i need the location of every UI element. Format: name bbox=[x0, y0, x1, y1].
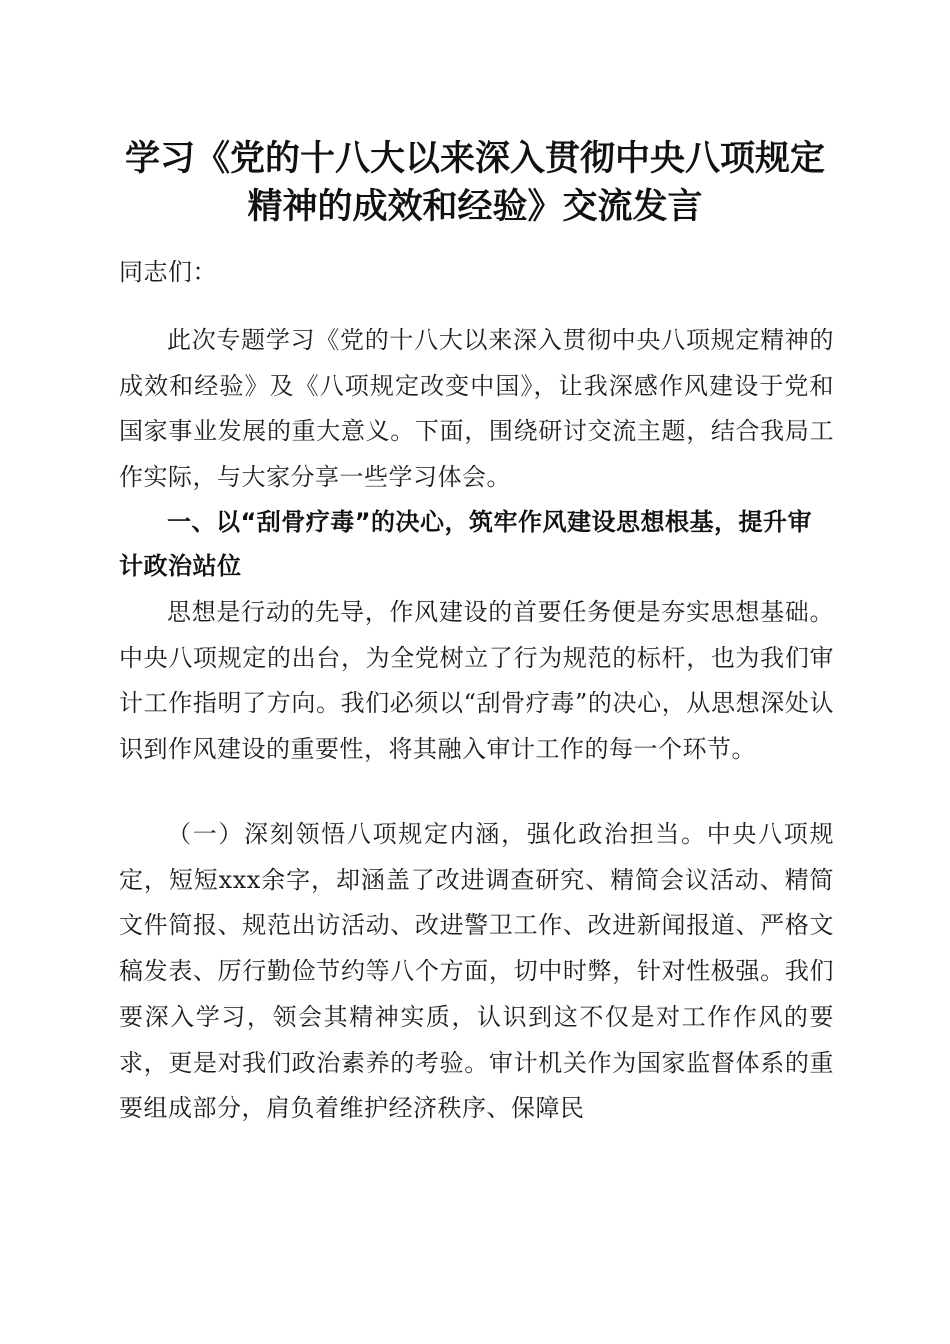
document-title-line-1: 学习《党的十八大以来深入贯彻中央八项规定 bbox=[124, 139, 825, 179]
document-title-line-2: 精神的成效和经验》交流发言 bbox=[247, 187, 703, 227]
subsection-1-paragraph bbox=[119, 812, 834, 1132]
salutation: 同志们： bbox=[119, 258, 217, 286]
intro-paragraph: 此次专题学习《党的十八大以来深入贯彻中央八项规定精神的成效和经验》及《八项规定改变中国》，让我深感作风建设于党和国家事业发展的重大意义。下面，围绕研讨交流主题，结合我局工作实际，与大家分享一些学习体会。 bbox=[119, 326, 834, 492]
subsection-1-heading: （一）深刻领悟八项规定内涵，强化政治担当。 bbox=[167, 820, 707, 848]
section-1-paragraph: 思想是行动的先导，作风建设的首要任务便是夯实思想基础。中央八项规定的出台，为全党树立了行为规范的标杆，也为我们审计工作指明了方向。我们必须以“刮骨疗毒”的决心，从思想深处认识到作风建设的重要性，将其融入审计工作的每一个环节。 bbox=[119, 598, 834, 764]
subsection-1-text: 中央八项规定，短短xxx余字，却涵盖了改进调查研究、精简会议活动、精简文件简报、规范出访活动、改进警卫工作、改进新闻报道、严格文稿发表、厉行勤俭节约等八个方面，切中时弊，针对性极强。我们要深入学习，领会其精神实质，认识到这不仅是对工作作风的要求，更是对我们政治素养的考验。审计机关作为国家监督体系的重要组成部分，肩负着维护经济秩序、保障民 bbox=[119, 820, 835, 1123]
section-1-heading: 一、以“刮骨疗毒”的决心，筑牢作风建设思想根基，提升审计政治站位 bbox=[119, 508, 813, 580]
